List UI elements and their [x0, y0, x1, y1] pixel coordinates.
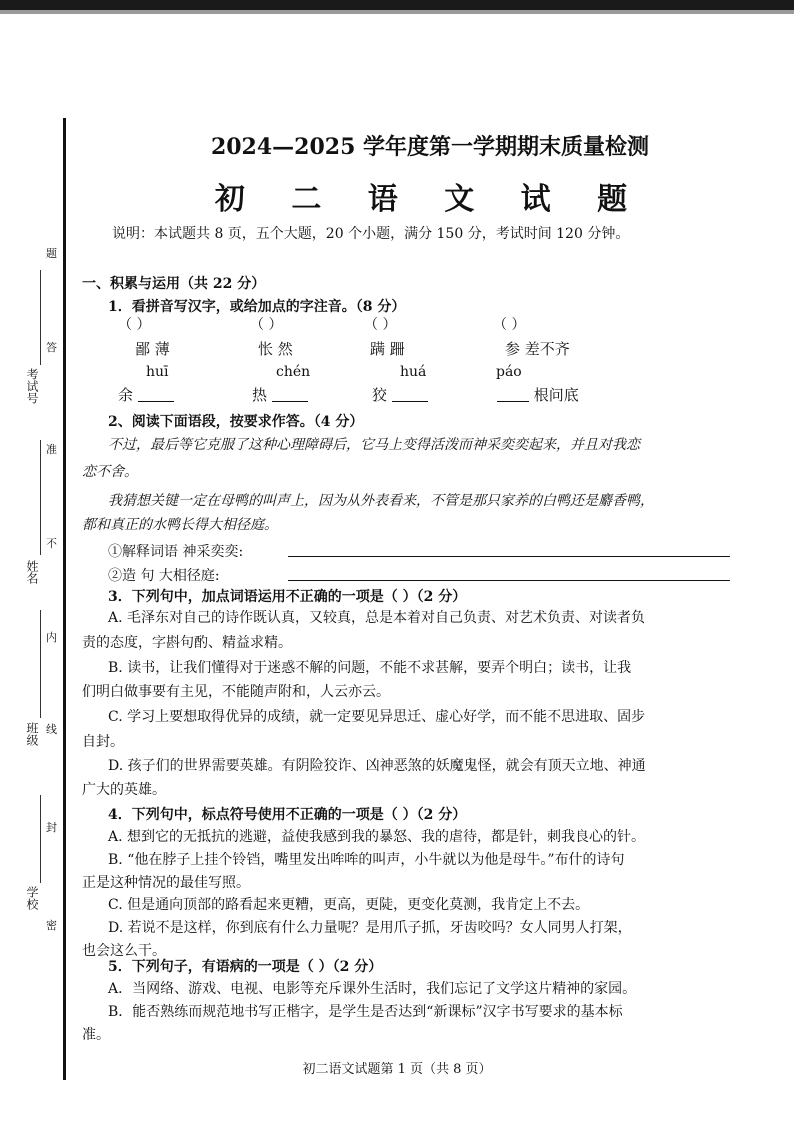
- margin-fill-line-name: [40, 440, 41, 555]
- q4-prompt: 4．下列句中，标点符号使用不正确的一项是（ ）（2 分）: [108, 807, 467, 823]
- q1-pinyin-3: huá: [400, 364, 427, 380]
- q4-option-d1: D. 若说不是这样，你到底有什么力量呢？是用爪子抓，牙齿咬吗？女人同男人打架，: [108, 920, 632, 936]
- q2-para2-line1: 我猜想关键一定在母鸭的叫声上，因为从外表看来，不管是那只家养的白鸭还是麝香鸭，: [108, 493, 654, 509]
- q1-word-4: 参 差不齐: [505, 340, 570, 358]
- q2-para1-line1: 不过，最后等它克服了这种心理障碍后，它马上变得活泼而神采奕奕起来，并且对我恋: [108, 437, 640, 453]
- q1-word-2: 怅 然: [258, 340, 293, 358]
- seal-char-zhun: 准: [46, 443, 57, 456]
- q4-option-c1: C. 但是通向顶部的路看起来更糟，更高，更陡，更变化莫测，我肯定上不去。: [108, 897, 590, 913]
- seal-char-nei: 内: [46, 631, 57, 644]
- q1-paren-1: （ ）: [118, 317, 151, 333]
- q1-blank-2[interactable]: [272, 400, 308, 402]
- q1-paren-2: （ ）: [250, 317, 283, 333]
- q1-paren-3: （ ）: [364, 317, 397, 333]
- q1-pinyin-2: chén: [276, 364, 311, 380]
- q2-answer-line-2[interactable]: [288, 580, 730, 581]
- q3-option-c2: 自封。: [82, 734, 124, 750]
- page-footer: 初二语文试题第 1 页（共 8 页）: [302, 1062, 492, 1077]
- q1-word-1: 鄙 薄: [135, 340, 170, 358]
- q5-prompt: 5．下列句子，有语病的一项是（ ）（2 分）: [108, 959, 383, 975]
- q1-pinyin-4: páo: [496, 364, 522, 380]
- q2-para1-line2: 恋不舍。: [82, 464, 138, 480]
- q3-option-b1: B. 读书，让我们懂得对于迷惑不解的问题，不能不求甚解，要弄个明白；读书，让我: [108, 660, 632, 676]
- q2-item1: ①解释词语 神采奕奕:: [108, 544, 244, 560]
- q5-option-a1: A．当网络、游戏、电视、电影等充斥课外生活时，我们忘记了文学这片精神的家园。: [108, 981, 637, 997]
- margin-label-school: 学校: [25, 886, 39, 910]
- q3-option-b2: 们明白做事要有主见，不能随声附和，人云亦云。: [82, 684, 390, 700]
- seal-char-ti: 题: [46, 247, 57, 260]
- q3-prompt: 3．下列句中，加点词语运用不正确的一项是（ ）（2 分）: [108, 589, 467, 605]
- q2-item2: ②造 句 大相径庭:: [108, 568, 220, 584]
- seal-char-feng: 封: [46, 821, 57, 834]
- margin-label-name: 姓名: [25, 560, 39, 584]
- q1-blank-3[interactable]: [392, 400, 428, 402]
- scan-top-border: [0, 0, 794, 10]
- q4-option-d2: 也会这么干。: [82, 943, 166, 959]
- q1-fill-1: 余: [118, 384, 174, 405]
- q1-fill-3: 狡: [372, 384, 428, 405]
- q1-prompt: 1．看拼音写汉字，或给加点的字注音。（8 分）: [108, 299, 406, 315]
- q2-prompt: 2、阅读下面语段，按要求作答。（4 分）: [108, 414, 364, 430]
- margin-fill-line-exam: [40, 270, 41, 365]
- margin-label-class: 班级: [25, 722, 39, 746]
- q2-para2-line2: 都和真正的水鸭长得大相径庭。: [82, 517, 278, 533]
- margin-fill-line-class: [40, 610, 41, 718]
- seal-char-da: 答: [46, 341, 57, 354]
- binding-line: [63, 118, 66, 1080]
- exam-subject: 初 二 语 文 试 题: [214, 182, 646, 217]
- q5-option-b2: 准。: [82, 1027, 110, 1043]
- seal-char-mi: 密: [46, 919, 57, 932]
- q3-option-c1: C. 学习上要想取得优异的成绩，就一定要见异思迁、虚心好学，而不能不思进取、固步: [108, 709, 646, 725]
- q1-pinyin-1: huī: [146, 364, 169, 380]
- exam-title: 2024—2025 学年度第一学期期末质量检测: [210, 134, 650, 160]
- section-title: 一、积累与运用（共 22 分）: [82, 276, 266, 292]
- exam-description: 说明：本试题共 8 页，五个大题，20 个小题，满分 150 分，考试时间 120 分钟。: [112, 226, 630, 242]
- q4-option-b2: 正是这种情况的最佳写照。: [82, 875, 250, 891]
- q2-answer-line-1[interactable]: [288, 556, 730, 557]
- q4-option-a1: A. 想到它的无抵抗的逃避，益使我感到我的暴怒、我的虐待，都是针，刺我良心的针。: [108, 829, 646, 845]
- seal-char-xian: 线: [46, 723, 57, 736]
- q5-option-b1: B．能否熟练而规范地书写正楷字，是学生是否达到“新课标”汉字书写要求的基本标: [108, 1004, 623, 1020]
- q1-word-3: 蹒 跚: [370, 340, 405, 358]
- q3-option-d2: 广大的英雄。: [82, 782, 166, 798]
- q1-paren-4: （ ）: [493, 317, 526, 333]
- margin-fill-line-school: [40, 795, 41, 883]
- scan-top-shadow: [0, 10, 794, 14]
- q3-option-a1: A. 毛泽东对自己的诗作既认真，又较真，总是本着对自己负责、对艺术负责、对读者负: [108, 610, 646, 626]
- q3-option-d1: D. 孩子们的世界需要英雄。有阴险狡诈、凶神恶煞的妖魔鬼怪，就会有顶天立地、神通: [108, 758, 646, 774]
- q1-fill-4: 根问底: [497, 384, 579, 405]
- margin-label-exam-number: 考试号: [25, 368, 39, 404]
- q3-option-a2: 责的态度，字斟句酌、精益求精。: [82, 635, 292, 651]
- seal-char-bu: 不: [46, 537, 57, 550]
- q4-option-b1: B. “他在脖子上挂个铃铛，嘴里发出哞哞的叫声，小牛就以为他是母牛。”布什的诗句: [108, 852, 625, 868]
- q1-blank-1[interactable]: [138, 400, 174, 402]
- q1-fill-2: 热: [252, 384, 308, 405]
- q1-blank-4[interactable]: [497, 400, 529, 402]
